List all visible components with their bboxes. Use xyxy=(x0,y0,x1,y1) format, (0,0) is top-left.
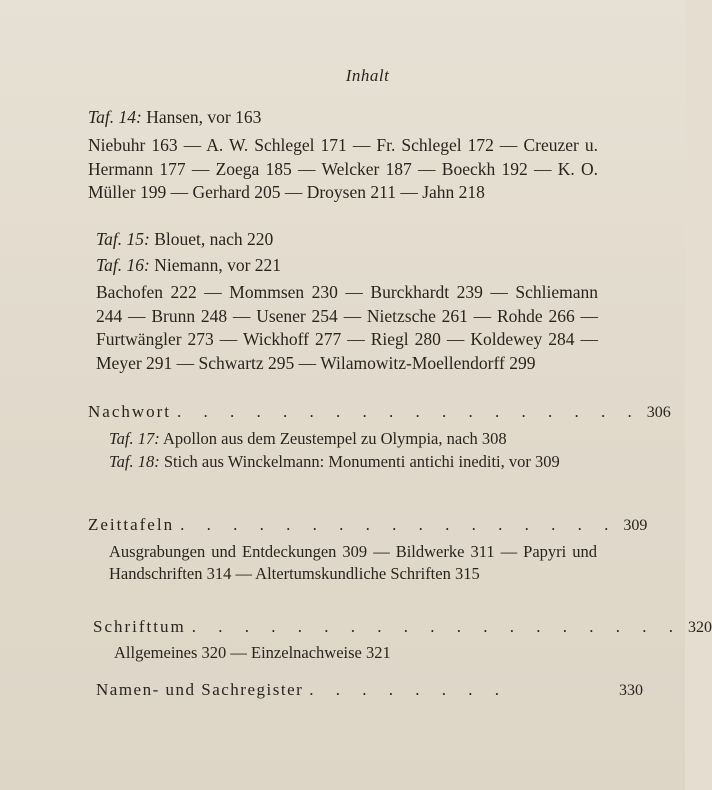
section-nachwort-leader: . . . . . . . . . . . . . . . . . . xyxy=(177,402,641,421)
section-schrifttum-body: Allgemeines 320 — Einzelnachweise 321 xyxy=(114,643,391,662)
section-nachwort-title: Nachwort xyxy=(88,402,172,421)
section-zeittafeln-title: Zeittafeln xyxy=(88,515,175,534)
chapter-names-block-2: Bachofen 222 — Mommsen 230 — Burckhardt 239 — Schliemann 244 — Brunn 248 — Usener 254 — Nietzsche 261 — Rohde 266 — Furtwängler 273 — Wickhoff 277 — Riegl 280 — Koldewey 284 — Meyer 291 — Schwartz 295 — Wilamowitz-Moellendorff 299 xyxy=(96,282,598,373)
section-zeittafeln-body: Ausgrabungen und Entdeckungen 309 — Bildwerke 311 — Papyri und Handschriften 314 — Altertumskundliche Schriften 315 xyxy=(109,542,597,583)
section-zeittafeln-leader: . . . . . . . . . . . . . . . . . xyxy=(180,515,618,534)
section-schrifttum-page: 320 xyxy=(687,619,712,636)
section-schrifttum xyxy=(93,617,712,637)
section-schrifttum-title: Schrifttum xyxy=(93,617,186,636)
plate-18-entry xyxy=(109,451,597,473)
section-zeittafeln xyxy=(88,515,648,535)
plate-16-label: Taf. 16: xyxy=(96,255,150,275)
plate-18-text: Stich aus Winckelmann: Monumenti antichi inediti, vor 309 xyxy=(163,452,560,471)
section-register-title: Namen- und Sachregister xyxy=(96,680,304,699)
plate-14-label: Taf. 14: xyxy=(88,107,142,127)
plate-14-entry xyxy=(88,106,261,128)
section-schrifttum-leader: . . . . . . . . . . . . . . . . . . . xyxy=(191,617,682,636)
section-register-page: 330 xyxy=(619,682,643,699)
running-head: Inhalt xyxy=(345,66,390,85)
section-nachwort xyxy=(88,402,671,422)
plate-14-text: Hansen, vor 163 xyxy=(146,107,262,127)
plate-15-entry xyxy=(96,228,273,250)
plate-15-text: Blouet, nach 220 xyxy=(154,229,274,249)
plate-15-label: Taf. 15: xyxy=(96,229,150,249)
plate-16-text: Niemann, vor 221 xyxy=(154,255,282,275)
section-register xyxy=(96,680,643,700)
section-nachwort-page: 306 xyxy=(646,404,671,421)
section-zeittafeln-page: 309 xyxy=(623,517,648,534)
section-register-leader: . . . . . . . . xyxy=(309,680,509,699)
plate-17-text: Apollon aus dem Zeustempel zu Olympia, nach 308 xyxy=(162,429,507,448)
plate-16-entry xyxy=(96,254,281,276)
plate-17-entry xyxy=(109,428,597,450)
plate-17-label: Taf. 17: xyxy=(109,429,160,448)
chapter-names-block-1: Niebuhr 163 — A. W. Schlegel 171 — Fr. Schlegel 172 — Creuzer u. Hermann 177 — Zoega 185 — Welcker 187 — Boeckh 192 — K. O. Müller 199 — Gerhard 205 — Droysen 211 — Jahn 218 xyxy=(88,135,598,202)
plate-18-label: Taf. 18: xyxy=(109,452,160,471)
